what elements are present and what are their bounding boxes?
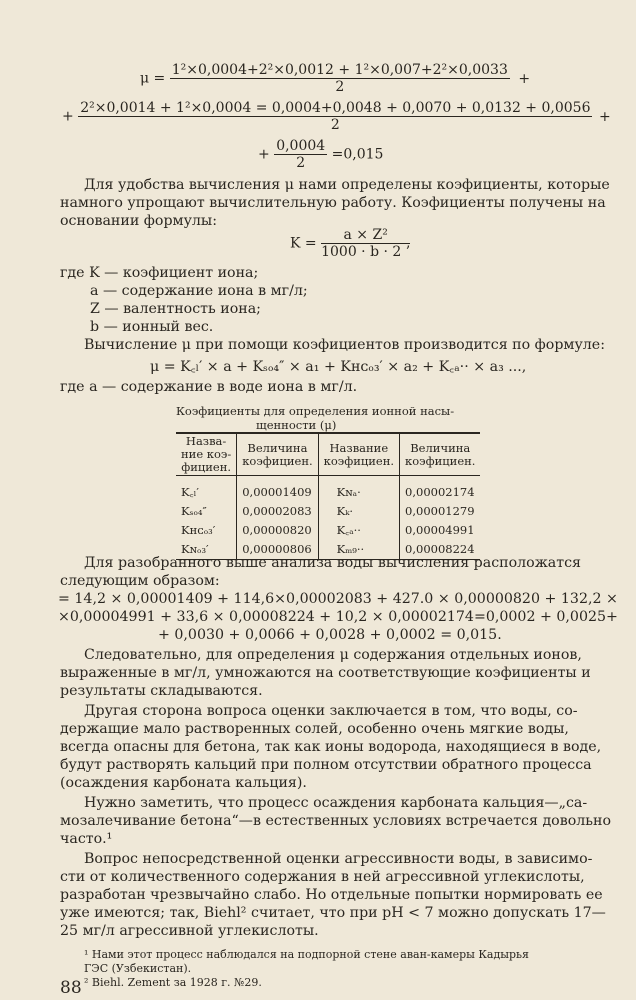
table-header-cell: Назва- ние коэ- фициен.: [176, 433, 237, 476]
para6-line2: держащие мало растворенных солей, особенно очень мягкие воды,: [60, 721, 569, 737]
plus-sign: +: [598, 108, 611, 125]
table-header-cell: Название коэфициен.: [318, 433, 399, 476]
para1-line2: намного упрощают вычислительную работу. Коэфициенты получены на: [60, 195, 606, 211]
formula-mu-fraction3: [274, 138, 327, 171]
table-cell: Kɴₒ₃′: [176, 540, 237, 560]
formula-mu-fraction2: [78, 100, 592, 133]
table-header-cell: Величина коэфициен.: [237, 433, 318, 476]
para2: Вычисление μ при помощи коэфициентов производится по формуле:: [84, 337, 605, 353]
formula-k-fraction: [321, 227, 410, 260]
formula-k: [290, 227, 410, 260]
para8-line4: уже имеются; так, Biehl² считает, что при pH < 7 можно допускать 17—: [60, 905, 606, 921]
table-row: [176, 502, 480, 521]
table-header-cell: Величина коэфициен.: [400, 433, 481, 476]
formula-mu-line3: [258, 138, 383, 171]
footnote-1-line2: ГЭС (Узбекистан).: [84, 962, 192, 975]
fraction-denominator: 2: [330, 117, 340, 133]
formula-mu-line1: [140, 62, 530, 95]
table-cell: Kɴₐ·: [318, 476, 399, 503]
formula-mu-result: =0,015: [331, 146, 384, 163]
formula-mu-line2: [62, 100, 611, 133]
para3: где a — содержание в воде иона в мг/л.: [60, 379, 358, 395]
table-cell: K꜀ₗ′: [181, 485, 199, 499]
para8-line1: Вопрос непосредственной оценки агрессивности воды, в зависимо-: [84, 851, 593, 867]
fraction-numerator: 2²×0,0014 + 1²×0,0004 = 0,0004+0,0048 + 0,0070 + 0,0132 + 0,0056: [80, 100, 591, 116]
para1-line3: основании формулы:: [60, 213, 218, 229]
table-cell: 0,00008224: [400, 540, 481, 560]
fraction-denominator: 2: [335, 79, 345, 95]
table-cell: 0,00000806: [237, 540, 318, 560]
para6-line4: будут растворять кальций при полном отсутствии обратного процесса: [60, 757, 592, 773]
table-row: [176, 476, 480, 503]
formula-mu-fraction1: [170, 62, 510, 95]
calc-line3: + 0,0030 + 0,0066 + 0,0028 + 0,0002 = 0,015.: [158, 627, 502, 643]
table-cell: Kₘ₉··: [318, 540, 399, 560]
table-cell: 0,00004991: [400, 521, 481, 540]
fraction-denominator: 2: [296, 155, 306, 171]
footnote-1-line1: ¹ Нами этот процесс наблюдался на подпорной стене аван-камеры Кадырья: [84, 948, 529, 961]
formula-k-lead: K =: [290, 235, 317, 252]
calc-line2: ×0,00004991 + 33,6 × 0,00008224 + 10,2 × 0,00002174=0,0002 + 0,0025+: [58, 609, 618, 625]
para6-line1: Другая сторона вопроса оценки заключается в том, что воды, со-: [84, 703, 578, 719]
table-cell: 0,00000820: [237, 521, 318, 540]
calc-line1: = 14,2 × 0,00001409 + 114,6×0,00002083 + 427.0 × 0,00000820 + 132,2 ×: [58, 591, 618, 607]
para8-line3: разработан чрезвычайно слабо. Но отдельные попытки нормировать ее: [60, 887, 603, 903]
para5-line3: результаты складываются.: [60, 683, 263, 699]
table-caption-line2: щенности (μ): [256, 418, 337, 432]
para6-line5: (осаждения карбоната кальция).: [60, 775, 307, 791]
para5-line1: Следовательно, для определения μ содержания отдельных ионов,: [84, 647, 582, 663]
table-cell: 0,00002083: [237, 502, 318, 521]
para1-line1: Для удобства вычисления μ нами определены коэфициенты, которые: [84, 177, 610, 193]
footnote-2: ² Biehl. Zement за 1928 г. №29.: [84, 976, 262, 989]
plus-sign: +: [518, 70, 531, 87]
fraction-numerator: 0,0004: [276, 138, 326, 154]
coefficient-table: [176, 432, 480, 560]
fraction-denominator: 1000 · b · 2 ’: [321, 244, 411, 260]
para4-line2: следующим образом:: [60, 573, 220, 589]
para7-line2: мозалечивание бетона“—в естественных условиях встречается довольно: [60, 813, 611, 829]
def-k: где K — коэфициент иона;: [60, 265, 259, 281]
para7-line1: Нужно заметить, что процесс осаждения карбоната кальция—„са-: [84, 795, 588, 811]
table-caption-line1: Коэфициенты для определения ионной насы-: [176, 404, 455, 418]
plus-sign: +: [62, 108, 74, 125]
para5-line2: выраженные в мг/л, умножаются на соответствующие коэфициенты и: [60, 665, 591, 681]
formula-mu-lead: μ =: [140, 70, 166, 87]
formula-sum: μ = K꜀ₗ′ × a + Kₛₒ₄″ × a₁ + Kʜᴄₒ₃′ × a₂ + K꜀ₐ·· × a₃ ...,: [150, 359, 527, 375]
para8-line2: сти от количественного содержания в ней агрессивной углекислоты,: [60, 869, 585, 885]
table-cell: 0,00001279: [400, 502, 481, 521]
para7-line3: часто.¹: [60, 831, 113, 847]
table-cell: K꜀ₐ··: [318, 521, 399, 540]
def-b: b — ионный вес.: [90, 319, 214, 335]
table-cell: Kₖ·: [318, 502, 399, 521]
table-cell: 0,00001409: [237, 476, 318, 503]
fraction-numerator: a × Z²: [321, 227, 410, 244]
page-number: 88: [60, 978, 82, 998]
plus-sign: +: [258, 146, 270, 163]
table-cell: Kʜᴄₒ₃′: [181, 523, 216, 537]
table-cell: Kₛₒ₄″: [181, 504, 207, 518]
table-header-row: [176, 433, 480, 476]
para4-line1: Для разобранного выше анализа воды вычисления расположатся: [84, 555, 581, 571]
table-cell: 0,00002174: [400, 476, 481, 503]
def-a: a — содержание иона в мг/л;: [90, 283, 308, 299]
para6-line3: всегда опасны для бетона, так как ионы водорода, находящиеся в воде,: [60, 739, 602, 755]
para8-line5: 25 мг/л агрессивной углекислоты.: [60, 923, 319, 939]
table-row: [176, 521, 480, 540]
def-z: Z — валентность иона;: [90, 301, 261, 317]
fraction-numerator: 1²×0,0004+2²×0,0012 + 1²×0,007+2²×0,0033: [171, 62, 508, 78]
